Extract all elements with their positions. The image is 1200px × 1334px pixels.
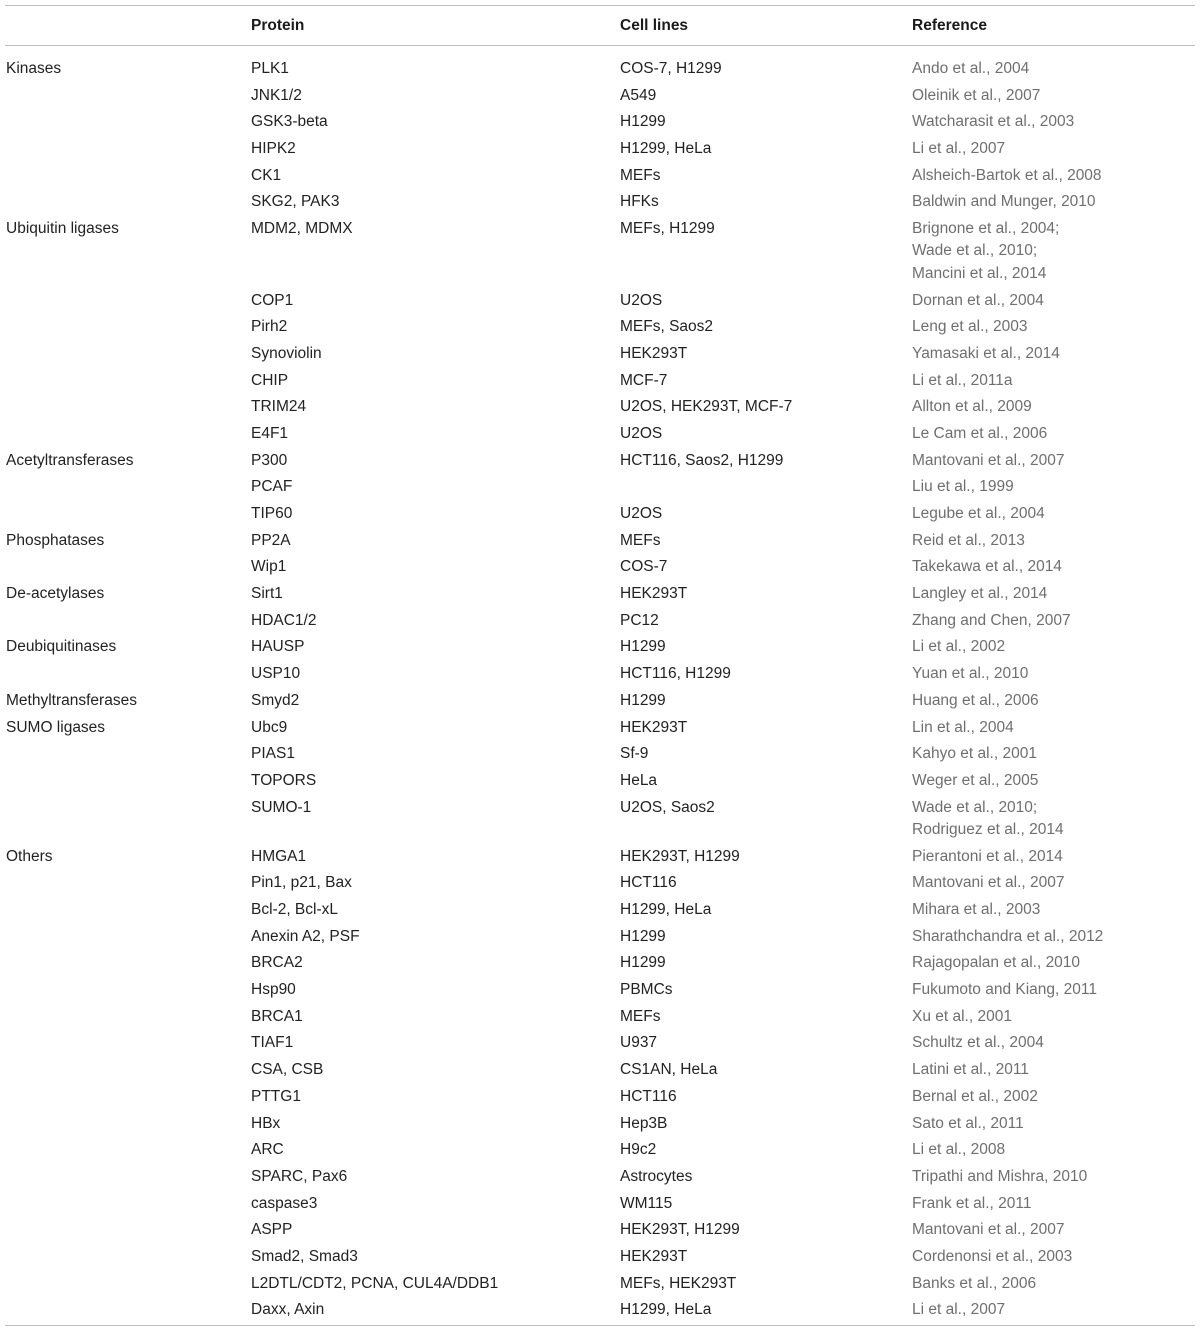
table-row <box>5 82 1195 109</box>
table-row <box>5 108 1195 135</box>
cell-lines-cell: MEFs <box>620 166 661 184</box>
protein-cell: Synoviolin <box>251 344 322 362</box>
table-row <box>5 1190 1195 1217</box>
reference-cell <box>912 162 1195 187</box>
cell-lines-cell: MEFs <box>620 1007 661 1025</box>
cell-lines-cell: H1299, HeLa <box>620 140 712 158</box>
protein-cell: MDM2, MDMX <box>251 220 353 238</box>
category-cell <box>5 420 251 423</box>
protein-cell: TRIM24 <box>251 398 307 416</box>
category-cell <box>5 1190 251 1193</box>
reference-citation: Mancini et al., 2014 <box>912 264 1047 282</box>
reference-citation: Legube et al., 2004 <box>912 505 1045 523</box>
table-row <box>5 1136 1195 1163</box>
reference-citation: Mantovani et al., 2007 <box>912 874 1065 892</box>
header-protein: Protein <box>251 16 305 34</box>
reference-cell <box>912 1216 1195 1241</box>
reference-cell <box>912 633 1195 658</box>
protein-cell: SKG2, PAK3 <box>251 193 340 211</box>
cell-lines-cell: MEFs, H1299 <box>620 220 715 238</box>
protein-cell: Pin1, p21, Bax <box>251 874 352 892</box>
table-row <box>5 923 1195 950</box>
category-cell: Acetyltransferases <box>6 451 134 469</box>
protein-cell: Pirh2 <box>251 318 288 336</box>
category-cell <box>5 923 251 926</box>
reference-citation: Li et al., 2007 <box>912 140 1006 158</box>
cell-lines-cell: HCT116, H1299 <box>620 665 731 683</box>
reference-citation: Schultz et al., 2004 <box>912 1034 1044 1052</box>
reference-citation: Mihara et al., 2003 <box>912 901 1041 919</box>
protein-cell: HDAC1/2 <box>251 611 317 629</box>
table-row <box>5 313 1195 340</box>
protein-cell: ASPP <box>251 1221 293 1239</box>
cell-lines-cell <box>620 473 912 476</box>
table-header <box>5 6 1195 46</box>
cell-lines-cell: HCT116 <box>620 1087 677 1105</box>
reference-citation: Fukumoto and Kiang, 2011 <box>912 981 1097 999</box>
table-row <box>5 976 1195 1003</box>
reference-cell <box>912 553 1195 578</box>
category-cell <box>5 1110 251 1113</box>
table-row <box>5 55 1195 82</box>
table-row <box>5 869 1195 896</box>
protein-cell: SPARC, Pax6 <box>251 1167 348 1185</box>
table-row <box>5 1243 1195 1270</box>
reference-citation: Watcharasit et al., 2003 <box>912 113 1075 131</box>
reference-cell <box>912 767 1195 792</box>
category-cell <box>5 869 251 872</box>
reference-citation: Liu et al., 1999 <box>912 478 1014 496</box>
cell-lines-cell: HCT116 <box>620 874 677 892</box>
reference-citation: Oleinik et al., 2007 <box>912 86 1041 104</box>
reference-cell <box>912 340 1195 365</box>
reference-citation: Yuan et al., 2010 <box>912 665 1029 683</box>
reference-cell <box>912 976 1195 1001</box>
protein-cell: Bcl-2, Bcl-xL <box>251 901 338 919</box>
category-cell: Others <box>6 847 53 865</box>
reference-citation: Sharathchandra et al., 2012 <box>912 927 1104 945</box>
cell-lines-cell: U937 <box>620 1034 658 1052</box>
reference-cell <box>912 580 1195 605</box>
protein-cell: USP10 <box>251 665 301 683</box>
reference-citation: Latini et al., 2011 <box>912 1061 1029 1079</box>
reference-citation: Le Cam et al., 2006 <box>912 424 1048 442</box>
category-cell: SUMO ligases <box>6 718 106 736</box>
reference-cell <box>912 188 1195 213</box>
cell-lines-cell: U2OS <box>620 505 663 523</box>
cell-lines-cell: HEK293T <box>620 585 688 603</box>
table-row <box>5 500 1195 527</box>
table-row <box>5 714 1195 741</box>
reference-cell <box>912 420 1195 445</box>
table-row <box>5 1110 1195 1137</box>
category-cell: Kinases <box>6 60 62 77</box>
cell-lines-cell: A549 <box>620 86 657 104</box>
reference-cell <box>912 1270 1195 1295</box>
table-row <box>5 1163 1195 1190</box>
category-cell: De-acetylases <box>6 585 105 603</box>
cell-lines-cell: H1299 <box>620 691 666 709</box>
reference-cell <box>912 215 1195 285</box>
table-row <box>5 162 1195 189</box>
reference-citation: Leng et al., 2003 <box>912 318 1028 336</box>
cell-lines-cell: MEFs <box>620 531 661 549</box>
category-cell <box>5 1296 251 1299</box>
table-row <box>5 740 1195 767</box>
cell-lines-cell: MEFs, Saos2 <box>620 318 714 336</box>
reference-cell <box>912 896 1195 921</box>
table-row <box>5 580 1195 607</box>
table-row <box>5 367 1195 394</box>
category-cell <box>5 313 251 316</box>
cell-lines-cell: H1299, HeLa <box>620 901 712 919</box>
category-cell <box>5 135 251 138</box>
table-row <box>5 420 1195 447</box>
interactor-table <box>5 5 1195 1326</box>
category-cell <box>5 188 251 191</box>
reference-citation: Allton et al., 2009 <box>912 398 1032 416</box>
category-cell <box>5 393 251 396</box>
cell-lines-cell: MEFs, HEK293T <box>620 1274 737 1292</box>
cell-lines-cell: HEK293T <box>620 1247 688 1265</box>
reference-citation: Weger et al., 2005 <box>912 771 1039 789</box>
protein-cell: GSK3-beta <box>251 113 328 131</box>
cell-lines-cell: Hep3B <box>620 1114 668 1132</box>
table-row <box>5 553 1195 580</box>
reference-citation: Mantovani et al., 2007 <box>912 1221 1065 1239</box>
category-cell <box>5 660 251 663</box>
table-row <box>5 660 1195 687</box>
table-row <box>5 794 1195 843</box>
reference-cell <box>912 687 1195 712</box>
reference-cell <box>912 447 1195 472</box>
category-cell <box>5 82 251 85</box>
protein-cell: Smyd2 <box>251 691 300 709</box>
protein-cell: COP1 <box>251 291 294 309</box>
protein-cell: HAUSP <box>251 638 305 656</box>
cell-lines-cell: Astrocytes <box>620 1167 693 1185</box>
category-cell: Ubiquitin ligases <box>6 220 119 238</box>
category-cell <box>5 1243 251 1246</box>
category-cell <box>5 1216 251 1219</box>
protein-cell: TIAF1 <box>251 1034 294 1052</box>
category-cell <box>5 767 251 770</box>
reference-citation: Sato et al., 2011 <box>912 1114 1024 1132</box>
cell-lines-cell: COS-7 <box>620 558 668 576</box>
protein-cell: PIAS1 <box>251 745 295 763</box>
cell-lines-cell: H9c2 <box>620 1141 657 1159</box>
table-row <box>5 949 1195 976</box>
cell-lines-cell: H1299, HeLa <box>620 1301 712 1319</box>
category-cell: Deubiquitinases <box>6 638 117 656</box>
reference-citation: Rajagopalan et al., 2010 <box>912 954 1081 972</box>
protein-cell: CK1 <box>251 166 282 184</box>
reference-citation: Cordenonsi et al., 2003 <box>912 1247 1073 1265</box>
cell-lines-cell: U2OS <box>620 291 663 309</box>
reference-cell <box>912 527 1195 552</box>
protein-cell: PLK1 <box>251 60 289 77</box>
protein-cell: Sirt1 <box>251 585 283 603</box>
cell-lines-cell: HFKs <box>620 193 659 211</box>
protein-cell: CSA, CSB <box>251 1061 324 1079</box>
protein-cell: JNK1/2 <box>251 86 302 104</box>
table-row <box>5 135 1195 162</box>
reference-citation: Wade et al., 2010; <box>912 242 1038 260</box>
cell-lines-cell: H1299 <box>620 954 666 972</box>
cell-lines-cell: U2OS, Saos2 <box>620 798 715 816</box>
table-row <box>5 188 1195 215</box>
reference-citation: Wade et al., 2010; <box>912 798 1038 816</box>
cell-lines-cell: HEK293T, H1299 <box>620 1221 740 1239</box>
category-cell <box>5 367 251 370</box>
cell-lines-cell: HCT116, Saos2, H1299 <box>620 451 784 469</box>
reference-citation: Tripathi and Mishra, 2010 <box>912 1167 1088 1185</box>
table-body <box>5 46 1195 1325</box>
category-cell <box>5 340 251 343</box>
reference-cell <box>912 1110 1195 1135</box>
category-cell: Methyltransferases <box>6 691 137 709</box>
protein-cell: Wip1 <box>251 558 287 576</box>
category-cell <box>5 1083 251 1086</box>
reference-citation: Ando et al., 2004 <box>912 60 1030 77</box>
header-reference: Reference <box>912 16 987 34</box>
cell-lines-cell: HEK293T, H1299 <box>620 847 740 865</box>
reference-cell <box>912 367 1195 392</box>
protein-cell: Anexin A2, PSF <box>251 927 360 945</box>
table-row <box>5 896 1195 923</box>
reference-citation: Xu et al., 2001 <box>912 1007 1012 1025</box>
protein-cell: E4F1 <box>251 424 289 442</box>
protein-cell: TIP60 <box>251 505 293 523</box>
reference-cell <box>912 843 1195 868</box>
cell-lines-cell: U2OS <box>620 424 663 442</box>
table-row <box>5 767 1195 794</box>
protein-cell: HBx <box>251 1114 281 1132</box>
table-row <box>5 215 1195 286</box>
table-row <box>5 393 1195 420</box>
reference-citation: Baldwin and Munger, 2010 <box>912 193 1096 211</box>
table-row <box>5 1056 1195 1083</box>
reference-citation: Yamasaki et al., 2014 <box>912 344 1060 362</box>
reference-cell <box>912 500 1195 525</box>
reference-citation: Takekawa et al., 2014 <box>912 558 1062 576</box>
category-cell <box>5 1056 251 1059</box>
reference-cell <box>912 794 1195 842</box>
reference-cell <box>912 1163 1195 1188</box>
reference-cell <box>912 1136 1195 1161</box>
protein-cell: TOPORS <box>251 771 317 789</box>
protein-cell: ARC <box>251 1141 284 1159</box>
protein-cell: CHIP <box>251 371 289 389</box>
cell-lines-cell: U2OS, HEK293T, MCF-7 <box>620 398 793 416</box>
reference-citation: Rodriguez et al., 2014 <box>912 820 1064 838</box>
cell-lines-cell: H1299 <box>620 638 666 656</box>
category-cell <box>5 949 251 952</box>
reference-citation: Alsheich-Bartok et al., 2008 <box>912 166 1102 184</box>
category-cell <box>5 1163 251 1166</box>
cell-lines-cell: PC12 <box>620 611 659 629</box>
reference-cell <box>912 1003 1195 1028</box>
reference-citation: Pierantoni et al., 2014 <box>912 847 1063 865</box>
reference-cell <box>912 1029 1195 1054</box>
cell-lines-cell: MCF-7 <box>620 371 668 389</box>
reference-citation: Li et al., 2008 <box>912 1141 1006 1159</box>
reference-citation: Mantovani et al., 2007 <box>912 451 1065 469</box>
category-cell <box>5 162 251 165</box>
category-cell <box>5 976 251 979</box>
category-cell <box>5 794 251 797</box>
protein-cell: PP2A <box>251 531 291 549</box>
reference-citation: Lin et al., 2004 <box>912 718 1014 736</box>
table-row <box>5 633 1195 660</box>
table-row <box>5 1083 1195 1110</box>
reference-citation: Li et al., 2007 <box>912 1301 1006 1319</box>
cell-lines-cell: HeLa <box>620 771 658 789</box>
cell-lines-cell: COS-7, H1299 <box>620 60 722 77</box>
cell-lines-cell: PBMCs <box>620 981 673 999</box>
table-row <box>5 287 1195 314</box>
reference-cell <box>912 1056 1195 1081</box>
protein-cell: HMGA1 <box>251 847 307 865</box>
protein-cell: Hsp90 <box>251 981 296 999</box>
category-cell <box>5 896 251 899</box>
category-cell <box>5 287 251 290</box>
table-row <box>5 843 1195 870</box>
protein-cell: L2DTL/CDT2, PCNA, CUL4A/DDB1 <box>251 1274 499 1292</box>
category-cell <box>5 1270 251 1273</box>
protein-cell: SUMO-1 <box>251 798 312 816</box>
reference-cell <box>912 1190 1195 1215</box>
reference-cell <box>912 82 1195 107</box>
reference-cell <box>912 55 1195 80</box>
reference-cell <box>912 135 1195 160</box>
table-row <box>5 1216 1195 1243</box>
category-cell <box>5 1136 251 1139</box>
table-row <box>5 1003 1195 1030</box>
table-row <box>5 1029 1195 1056</box>
protein-cell: BRCA1 <box>251 1007 303 1025</box>
category-cell <box>5 500 251 503</box>
category-cell: Phosphatases <box>6 531 105 549</box>
reference-citation: Bernal et al., 2002 <box>912 1087 1038 1105</box>
category-cell <box>5 553 251 556</box>
reference-citation: Brignone et al., 2004; <box>912 220 1060 238</box>
table-row <box>5 527 1195 554</box>
reference-citation: Langley et al., 2014 <box>912 585 1048 603</box>
reference-cell <box>912 1083 1195 1108</box>
reference-cell <box>912 714 1195 739</box>
protein-cell: HIPK2 <box>251 140 296 158</box>
reference-citation: Huang et al., 2006 <box>912 691 1039 709</box>
protein-cell: Smad2, Smad3 <box>251 1247 358 1265</box>
cell-lines-cell: HEK293T <box>620 718 688 736</box>
category-cell <box>5 1003 251 1006</box>
category-cell <box>5 607 251 610</box>
reference-cell <box>912 473 1195 498</box>
reference-cell <box>912 393 1195 418</box>
reference-citation: Li et al., 2002 <box>912 638 1006 656</box>
cell-lines-cell: Sf-9 <box>620 745 649 763</box>
reference-cell <box>912 1243 1195 1268</box>
reference-citation: Dornan et al., 2004 <box>912 291 1044 309</box>
reference-citation: Kahyo et al., 2001 <box>912 745 1037 763</box>
table-row <box>5 607 1195 634</box>
reference-citation: Frank et al., 2011 <box>912 1194 1032 1212</box>
cell-lines-cell: WM115 <box>620 1194 673 1212</box>
reference-cell <box>912 869 1195 894</box>
protein-cell: P300 <box>251 451 288 469</box>
table-row <box>5 447 1195 474</box>
reference-cell <box>912 313 1195 338</box>
protein-cell: Daxx, Axin <box>251 1301 325 1319</box>
cell-lines-cell: CS1AN, HeLa <box>620 1061 718 1079</box>
cell-lines-cell: H1299 <box>620 927 666 945</box>
cell-lines-cell: H1299 <box>620 113 666 131</box>
table-row <box>5 687 1195 714</box>
reference-citation: Zhang and Chen, 2007 <box>912 611 1071 629</box>
reference-cell <box>912 660 1195 685</box>
reference-citation: Reid et al., 2013 <box>912 531 1025 549</box>
category-cell <box>5 108 251 111</box>
cell-lines-cell: HEK293T <box>620 344 688 362</box>
category-cell <box>5 740 251 743</box>
table-row <box>5 473 1195 500</box>
reference-cell <box>912 923 1195 948</box>
reference-cell <box>912 108 1195 133</box>
header-cell-lines: Cell lines <box>620 16 689 34</box>
reference-cell <box>912 287 1195 312</box>
reference-citation: Li et al., 2011a <box>912 371 1013 389</box>
reference-cell <box>912 740 1195 765</box>
protein-cell: caspase3 <box>251 1194 318 1212</box>
reference-cell <box>912 607 1195 632</box>
protein-cell: Ubc9 <box>251 718 288 736</box>
protein-cell: PCAF <box>251 478 293 496</box>
table-row <box>5 1296 1195 1323</box>
category-cell <box>5 1029 251 1032</box>
reference-cell <box>912 1296 1195 1321</box>
protein-cell: BRCA2 <box>251 954 303 972</box>
reference-cell <box>912 949 1195 974</box>
category-cell <box>5 473 251 476</box>
protein-cell: PTTG1 <box>251 1087 301 1105</box>
reference-citation: Banks et al., 2006 <box>912 1274 1037 1292</box>
table-row <box>5 1270 1195 1297</box>
table-row <box>5 340 1195 367</box>
